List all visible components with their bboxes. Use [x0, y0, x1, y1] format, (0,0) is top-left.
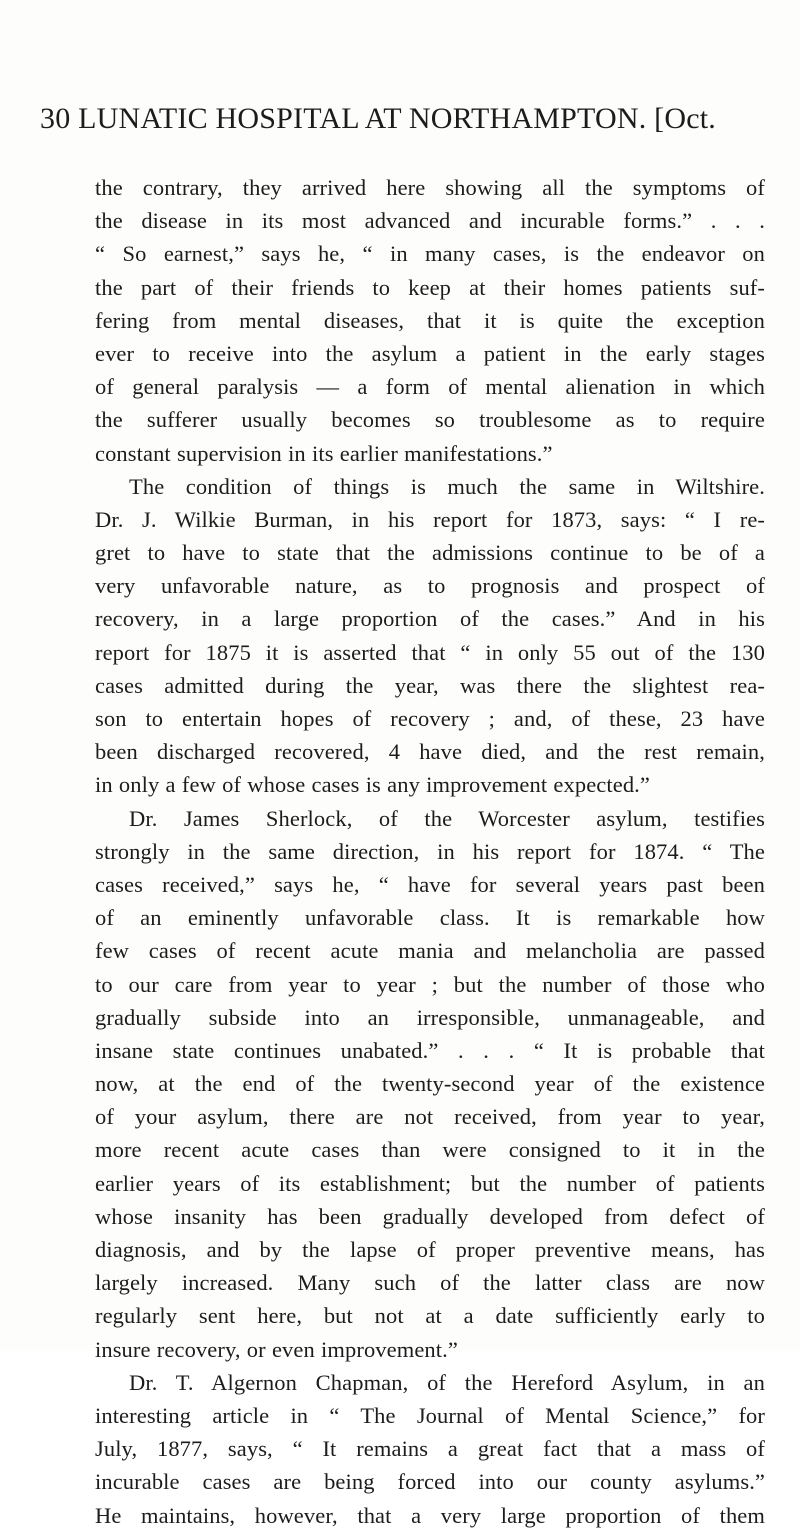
text-line: gret to have to state that the admissions continue to be of a: [95, 540, 765, 566]
text-line: Dr. James Sherlock, of the Worcester asylum, testifies: [129, 805, 765, 831]
running-head: [40, 100, 760, 138]
text-line: constant supervision in its earlier manifestations.”: [95, 440, 553, 466]
text-line: the sufferer usually becomes so troublesome as to require: [95, 407, 765, 433]
text-line: of your asylum, there are not received, from year to year,: [95, 1104, 765, 1130]
text-line: of general paralysis — a form of mental alienation in which: [95, 374, 765, 400]
text-line: recovery, in a large proportion of the cases.” And in his: [95, 606, 765, 632]
text-line: more recent acute cases than were consigned to it in the: [95, 1137, 765, 1163]
text-line: The condition of things is much the same in Wiltshire.: [129, 473, 765, 499]
text-line: incurable cases are being forced into our county asylums.”: [95, 1469, 765, 1495]
text-line: cases received,” says he, “ have for several years past been: [95, 871, 765, 897]
text-line: whose insanity has been gradually developed from defect of: [95, 1203, 765, 1229]
text-line: the contrary, they arrived here showing all the symptoms of: [95, 175, 765, 200]
text-line: Dr. J. Wilkie Burman, in his report for 1873, says: “ I re-: [95, 506, 765, 532]
text-line: been discharged recovered, 4 have died, and the rest remain,: [95, 739, 765, 765]
text-line: son to entertain hopes of recovery ; and, of these, 23 have: [95, 706, 765, 731]
text-line: strongly in the same direction, in his report for 1874. “ The: [95, 838, 765, 864]
page-number: 30: [40, 102, 71, 135]
text-line: He maintains, however, that a very large proportion of them: [95, 1502, 765, 1528]
text-line: interesting article in “ The Journal of Mental Science,” for: [95, 1402, 765, 1428]
text-line: largely increased. Many such of the latter class are now: [95, 1270, 765, 1296]
text-line: now, at the end of the twenty-second year of the existence: [95, 1071, 765, 1097]
text-line: the part of their friends to keep at their homes patients suf-: [95, 274, 765, 300]
date-mark: [Oct.: [654, 102, 716, 135]
text-line: in only a few of whose cases is any improvement expected.”: [95, 772, 650, 798]
text-line: “ So earnest,” says he, “ in many cases, is the endeavor on: [95, 241, 765, 267]
text-line: insane state continues unabated.” . . . “ It is probable that: [95, 1037, 765, 1063]
text-line: very unfavorable nature, as to prognosis and prospect of: [95, 573, 765, 599]
text-line: Dr. T. Algernon Chapman, of the Hereford Asylum, in an: [129, 1369, 765, 1395]
text-line: regularly sent here, but not at a date sufficiently early to: [95, 1303, 765, 1329]
text-line: few cases of recent acute mania and melancholia are passed: [95, 938, 765, 964]
text-line: the disease in its most advanced and incurable forms.” . . .: [95, 208, 765, 234]
text-line: diagnosis, and by the lapse of proper preventive means, has: [95, 1237, 765, 1262]
text-line: earlier years of its establishment; but the number of patients: [95, 1170, 765, 1196]
text-line: fering from mental diseases, that it is quite the exception: [95, 307, 765, 333]
text-line: July, 1877, says, “ It remains a great fact that a mass of: [95, 1436, 765, 1462]
text-line: gradually subside into an irresponsible, unmanageable, and: [95, 1004, 765, 1030]
text-line: cases admitted during the year, was there the slightest rea-: [95, 672, 765, 698]
text-line: insure recovery, or even improvement.”: [95, 1336, 458, 1362]
running-title: LUNATIC HOSPITAL AT NORTHAMPTON.: [78, 102, 647, 135]
text-line: ever to receive into the asylum a patient in the early stages: [95, 340, 765, 366]
body-text: [95, 171, 765, 1532]
text-line: of an eminently unfavorable class. It is remarkable how: [95, 905, 765, 931]
text-line: report for 1875 it is asserted that “ in only 55 out of the 130: [95, 639, 765, 665]
text-line: to our care from year to year ; but the number of those who: [95, 971, 765, 997]
